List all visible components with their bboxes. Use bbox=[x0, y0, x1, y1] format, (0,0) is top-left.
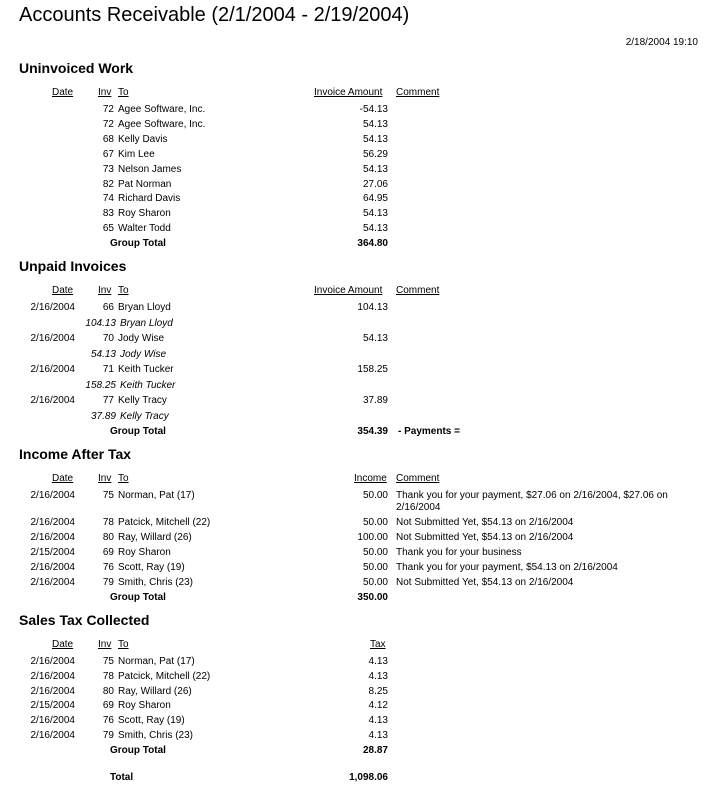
invoice-amount: 54.13 bbox=[362, 133, 388, 145]
col-header-comment: Comment bbox=[396, 473, 440, 484]
table-row bbox=[0, 119, 712, 134]
col-header-invoice-amount: Invoice Amount bbox=[314, 285, 383, 296]
customer-name: Roy Sharon bbox=[118, 700, 171, 712]
print-timestamp: 2/18/2004 19:10 bbox=[625, 37, 698, 48]
invoice-number: 72 bbox=[102, 118, 114, 130]
income-amount: 100.00 bbox=[357, 532, 388, 543]
invoice-amount: 56.29 bbox=[362, 148, 388, 160]
col-header-date: Date bbox=[52, 473, 74, 484]
tax-amount: 4.13 bbox=[368, 730, 388, 741]
invoice-number: 69 bbox=[102, 547, 114, 558]
customer-name: Kelly Tracy bbox=[118, 395, 167, 406]
comment: Not Submitted Yet, $54.13 on 2/16/2004 bbox=[396, 532, 574, 543]
invoice-date: 2/16/2004 bbox=[30, 532, 75, 543]
customer-name: Jody Wise bbox=[118, 333, 165, 344]
customer-name: Kelly Davis bbox=[118, 133, 168, 145]
table-row bbox=[0, 302, 712, 317]
col-header-inv: Inv bbox=[98, 639, 112, 650]
customer-name: Patcick, Mitchell (22) bbox=[118, 517, 211, 528]
group-total-label: Group Total bbox=[110, 238, 166, 249]
col-header-income: Income bbox=[354, 473, 387, 484]
col-header-inv: Inv bbox=[98, 285, 112, 296]
table-row bbox=[0, 134, 712, 149]
invoice-date: 2/16/2004 bbox=[30, 490, 75, 501]
invoice-amount: 54.13 bbox=[362, 163, 388, 175]
group-total-value: 28.87 bbox=[362, 745, 388, 756]
invoice-number: 71 bbox=[102, 364, 114, 375]
invoice-number: 77 bbox=[102, 395, 114, 406]
grand-total-value: 1,098.06 bbox=[349, 772, 388, 783]
invoice-number: 76 bbox=[102, 562, 114, 573]
table-row bbox=[0, 395, 712, 410]
col-header-date: Date bbox=[52, 285, 74, 296]
tax-amount: 8.25 bbox=[368, 685, 388, 697]
report-title: Accounts Receivable (2/1/2004 - 2/19/2004) bbox=[19, 4, 410, 26]
col-header-invoice-amount: Invoice Amount bbox=[314, 87, 383, 98]
income-amount: 50.00 bbox=[362, 547, 388, 558]
grand-total-label: Total bbox=[110, 772, 134, 783]
income-amount: 50.00 bbox=[362, 517, 388, 528]
invoice-date: 2/16/2004 bbox=[30, 656, 75, 667]
table-row bbox=[0, 179, 712, 194]
customer-name: Roy Sharon bbox=[118, 208, 171, 220]
customer-name: Ray, Willard (26) bbox=[118, 532, 192, 543]
invoice-date: 2/16/2004 bbox=[30, 517, 75, 528]
col-header-date: Date bbox=[52, 639, 74, 650]
invoice-amount: -54.13 bbox=[359, 104, 388, 115]
group-total-row bbox=[0, 745, 712, 760]
table-row bbox=[0, 715, 712, 730]
group-total-value: 350.00 bbox=[357, 592, 388, 603]
payment-amount: 104.13 bbox=[85, 317, 116, 329]
section-title-sales-tax: Sales Tax Collected bbox=[19, 612, 150, 628]
table-row bbox=[0, 700, 712, 715]
col-header-to: To bbox=[118, 639, 129, 650]
invoice-number: 78 bbox=[102, 670, 114, 682]
customer-name: Scott, Ray (19) bbox=[118, 715, 185, 727]
invoice-number: 78 bbox=[102, 517, 114, 528]
group-total-row bbox=[0, 592, 712, 607]
group-total-label: Group Total bbox=[110, 426, 166, 437]
invoice-number: 82 bbox=[102, 178, 114, 190]
table-row bbox=[0, 208, 712, 223]
customer-name: Agee Software, Inc. bbox=[118, 118, 206, 130]
customer-name: Norman, Pat (17) bbox=[118, 656, 195, 667]
invoice-amount: 27.06 bbox=[362, 178, 388, 190]
section-title-uninvoiced: Uninvoiced Work bbox=[19, 60, 134, 76]
col-header-to: To bbox=[118, 87, 129, 98]
invoice-number: 70 bbox=[102, 333, 114, 344]
invoice-amount: 104.13 bbox=[357, 302, 388, 313]
invoice-date: 2/16/2004 bbox=[30, 562, 75, 573]
invoice-amount: 37.89 bbox=[362, 395, 388, 406]
comment: Thank you for your business bbox=[396, 547, 522, 558]
invoice-amount: 54.13 bbox=[362, 208, 388, 220]
table-row bbox=[0, 532, 712, 547]
table-row bbox=[0, 730, 712, 745]
section-title-income: Income After Tax bbox=[19, 446, 132, 462]
customer-name: Patcick, Mitchell (22) bbox=[118, 670, 211, 682]
invoice-date: 2/15/2004 bbox=[30, 700, 75, 712]
col-header-inv: Inv bbox=[98, 87, 112, 98]
invoice-date: 2/16/2004 bbox=[30, 333, 75, 344]
income-amount: 50.00 bbox=[362, 562, 388, 573]
customer-name: Norman, Pat (17) bbox=[118, 490, 195, 501]
invoice-number: 72 bbox=[102, 104, 114, 115]
invoice-number: 75 bbox=[102, 490, 114, 501]
payment-amount: 54.13 bbox=[90, 348, 116, 360]
col-header-date: Date bbox=[52, 87, 74, 98]
table-row bbox=[0, 517, 712, 532]
grand-total-row bbox=[0, 772, 712, 787]
payments-note: - Payments = bbox=[398, 426, 460, 437]
customer-name: Richard Davis bbox=[118, 193, 181, 205]
invoice-number: 83 bbox=[102, 208, 114, 220]
invoice-number: 65 bbox=[102, 223, 114, 235]
table-row bbox=[0, 164, 712, 179]
invoice-date: 2/16/2004 bbox=[30, 730, 75, 741]
customer-name: Smith, Chris (23) bbox=[118, 577, 194, 588]
payment-name: Kelly Tracy bbox=[120, 410, 169, 422]
invoice-amount: 54.13 bbox=[362, 118, 388, 130]
invoice-number: 69 bbox=[102, 700, 114, 712]
table-row bbox=[0, 333, 712, 348]
customer-name: Bryan Lloyd bbox=[118, 302, 171, 313]
customer-name: Roy Sharon bbox=[118, 547, 171, 558]
comment: Thank you for your payment, $54.13 on 2/16/2004 bbox=[396, 562, 618, 573]
group-total-value: 354.39 bbox=[357, 426, 388, 437]
payment-row bbox=[0, 411, 712, 426]
invoice-number: 79 bbox=[102, 577, 114, 588]
invoice-number: 66 bbox=[102, 302, 114, 313]
invoice-number: 79 bbox=[102, 730, 114, 741]
customer-name: Nelson James bbox=[118, 163, 182, 175]
invoice-amount: 54.13 bbox=[362, 333, 388, 344]
invoice-number: 80 bbox=[102, 532, 114, 543]
invoice-date: 2/16/2004 bbox=[30, 364, 75, 375]
invoice-number: 68 bbox=[102, 133, 114, 145]
invoice-amount: 158.25 bbox=[357, 364, 388, 375]
invoice-date: 2/16/2004 bbox=[30, 715, 75, 727]
col-header-to: To bbox=[118, 285, 129, 296]
invoice-number: 73 bbox=[102, 163, 114, 175]
table-row bbox=[0, 686, 712, 701]
group-total-row bbox=[0, 238, 712, 253]
table-row bbox=[0, 149, 712, 164]
table-row bbox=[0, 577, 712, 592]
customer-name: Walter Todd bbox=[118, 223, 171, 235]
customer-name: Kim Lee bbox=[118, 148, 155, 160]
col-header-to: To bbox=[118, 473, 129, 484]
tax-amount: 4.12 bbox=[368, 700, 388, 712]
group-total-label: Group Total bbox=[110, 592, 166, 603]
col-header-comment: Comment bbox=[396, 87, 440, 98]
invoice-date: 2/16/2004 bbox=[30, 302, 75, 313]
col-header-inv: Inv bbox=[98, 473, 112, 484]
invoice-number: 67 bbox=[102, 148, 114, 160]
invoice-amount: 54.13 bbox=[362, 223, 388, 235]
table-row bbox=[0, 223, 712, 238]
customer-name: Agee Software, Inc. bbox=[118, 104, 206, 115]
col-header-tax: Tax bbox=[370, 639, 386, 650]
invoice-date: 2/16/2004 bbox=[30, 670, 75, 682]
tax-amount: 4.13 bbox=[368, 715, 388, 727]
tax-amount: 4.13 bbox=[368, 670, 388, 682]
invoice-number: 74 bbox=[102, 193, 114, 205]
invoice-date: 2/16/2004 bbox=[30, 395, 75, 406]
invoice-date: 2/16/2004 bbox=[30, 577, 75, 588]
table-row bbox=[0, 490, 712, 513]
table-row bbox=[0, 193, 712, 208]
invoice-number: 75 bbox=[102, 656, 114, 667]
payment-row bbox=[0, 380, 712, 395]
payment-name: Jody Wise bbox=[120, 348, 167, 360]
group-total-label: Group Total bbox=[110, 745, 166, 756]
group-total-row bbox=[0, 426, 712, 441]
invoice-date: 2/15/2004 bbox=[30, 547, 75, 558]
comment: Thank you for your payment, $27.06 on 2/16/2004, $27.06 on 2/16/2004 bbox=[396, 490, 668, 513]
payment-amount: 37.89 bbox=[90, 410, 116, 422]
invoice-number: 76 bbox=[102, 715, 114, 727]
payment-amount: 158.25 bbox=[85, 379, 116, 391]
customer-name: Scott, Ray (19) bbox=[118, 562, 185, 573]
table-row bbox=[0, 104, 712, 119]
section-title-unpaid: Unpaid Invoices bbox=[19, 258, 127, 274]
group-total-value: 364.80 bbox=[357, 238, 388, 249]
tax-amount: 4.13 bbox=[368, 656, 388, 667]
invoice-amount: 64.95 bbox=[362, 193, 388, 205]
table-row bbox=[0, 656, 712, 671]
table-row bbox=[0, 671, 712, 686]
customer-name: Keith Tucker bbox=[118, 364, 174, 375]
table-row bbox=[0, 364, 712, 379]
payment-name: Bryan Lloyd bbox=[120, 317, 173, 329]
table-row bbox=[0, 547, 712, 562]
comment: Not Submitted Yet, $54.13 on 2/16/2004 bbox=[396, 577, 574, 588]
invoice-number: 80 bbox=[102, 685, 114, 697]
invoice-date: 2/16/2004 bbox=[30, 685, 75, 697]
income-amount: 50.00 bbox=[362, 577, 388, 588]
payment-row bbox=[0, 349, 712, 364]
comment: Not Submitted Yet, $54.13 on 2/16/2004 bbox=[396, 517, 574, 528]
payment-row bbox=[0, 318, 712, 333]
payment-name: Keith Tucker bbox=[120, 379, 176, 391]
col-header-comment: Comment bbox=[396, 285, 440, 296]
customer-name: Smith, Chris (23) bbox=[118, 730, 194, 741]
customer-name: Pat Norman bbox=[118, 178, 172, 190]
income-amount: 50.00 bbox=[362, 490, 388, 501]
customer-name: Ray, Willard (26) bbox=[118, 685, 192, 697]
table-row bbox=[0, 562, 712, 577]
